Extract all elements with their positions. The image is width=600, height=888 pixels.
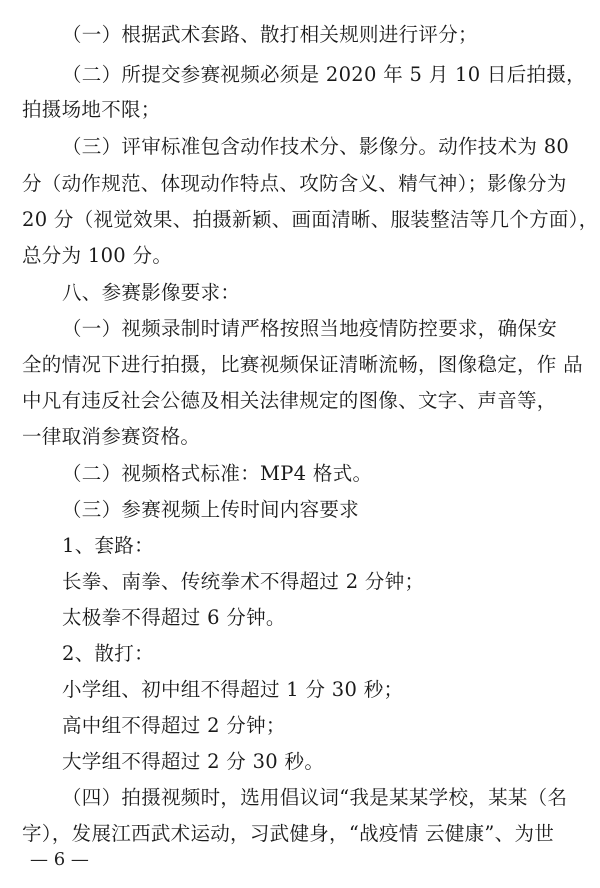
rule-item-2-cont: 拍摄场地不限； [22, 98, 161, 121]
video-item-2: （二）视频格式标准：MP4 格式。 [62, 462, 373, 485]
page-number: — 6 — [30, 849, 89, 870]
rule-item-2: （二）所提交参赛视频必须是 2020 年 5 月 10 日后拍摄， [62, 63, 586, 86]
video-item-1-cont-1: 全的情况下进行拍摄，比赛视频保证清晰流畅，图像稳定，作 品 [22, 353, 583, 376]
taolu-rule-2: 太极拳不得超过 6 分钟。 [62, 606, 286, 629]
video-item-4: （四）拍摄视频时，选用倡议词“我是某某学校，某某（名 [62, 786, 568, 809]
video-item-4-cont: 字），发展江西武术运动，习武健身，“战疫情 云健康”、为世 [22, 822, 555, 845]
subsection-sanda: 2、散打： [62, 642, 154, 665]
video-item-3: （三）参赛视频上传时间内容要求 [62, 498, 360, 521]
rule-item-3-cont-3: 总分为 100 分。 [22, 244, 173, 267]
sanda-rule-2: 高中组不得超过 2 分钟； [62, 714, 286, 737]
video-item-1-cont-2: 中凡有违反社会公德及相关法律规定的图像、文字、声音等， [22, 389, 557, 412]
rule-item-3-cont-1: 分（动作规范、体现动作特点、攻防含义、精气神）；影像分为 [22, 172, 567, 195]
rule-item-3: （三）评审标准包含动作技术分、影像分。动作技术为 80 [62, 135, 570, 158]
video-item-1: （一）视频录制时请严格按照当地疫情防控要求，确保安 [62, 317, 558, 340]
rule-item-1: （一）根据武术套路、散打相关规则进行评分； [62, 23, 478, 46]
sanda-rule-3: 大学组不得超过 2 分 30 秒。 [62, 750, 325, 773]
rule-item-3-cont-2: 20 分（视觉效果、拍摄新颖、画面清晰、服装整洁等几个方面）， [22, 208, 599, 231]
video-item-1-cont-3: 一律取消参赛资格。 [22, 425, 201, 448]
section-heading-eight: 八、参赛影像要求： [62, 281, 241, 304]
taolu-rule-1: 长拳、南拳、传统拳术不得超过 2 分钟； [62, 570, 425, 593]
sanda-rule-1: 小学组、初中组不得超过 1 分 30 秒； [62, 678, 404, 701]
subsection-taolu: 1、套路： [62, 534, 154, 557]
